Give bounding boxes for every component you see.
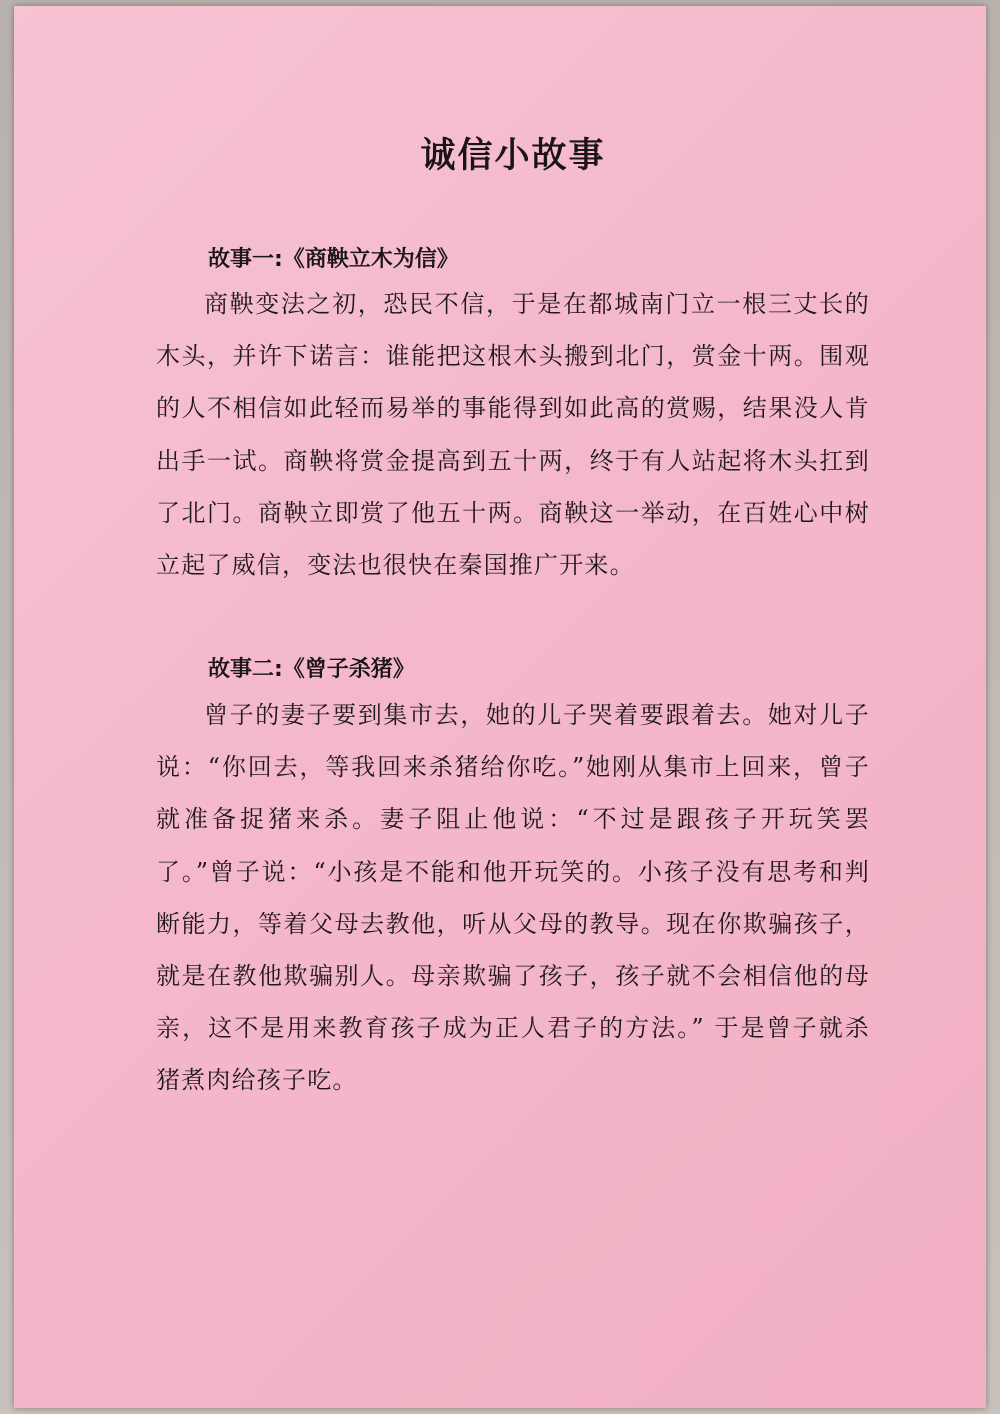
story-1-heading: 故事一:《商鞅立木为信》 <box>208 247 459 272</box>
story-2-body: 曾子的妻子要到集市去，她的儿子哭着要跟着去。她对儿子说：“你回去，等我回来杀猪给你吃。”她刚从集市上回来，曾子就准备捉猪来杀。妻子阻止他说：“不过是跟孩子开玩笑罢了。”曾子说：“小孩是不能和他开玩笑的。小孩子没有思考和判断能力，等着父母去教他，听从父母的教导。现在你欺骗孩子，就是在教他欺骗别人。母亲欺骗了孩子，孩子就不会相信他的母亲，这不是用来教育孩子成为正人君子的方法。” 于是曾子就杀猪煮肉给孩子吃。 <box>156 701 870 1095</box>
pink-paper-sheet <box>14 6 986 1408</box>
story-2-heading: 故事二:《曾子杀猪》 <box>208 657 415 682</box>
document-title: 诚信小故事 <box>420 135 606 176</box>
story-1-body: 商鞅变法之初，恐民不信，于是在都城南门立一根三丈长的木头，并许下诺言：谁能把这根木头搬到北门，赏金十两。围观的人不相信如此轻而易举的事能得到如此高的赏赐，结果没人肯出手一试。商鞅将赏金提高到五十两，终于有人站起将木头扛到了北门。商鞅立即赏了他五十两。商鞅这一举动，在百姓心中树立起了威信，变法也很快在秦国推广开来。 <box>156 290 870 580</box>
